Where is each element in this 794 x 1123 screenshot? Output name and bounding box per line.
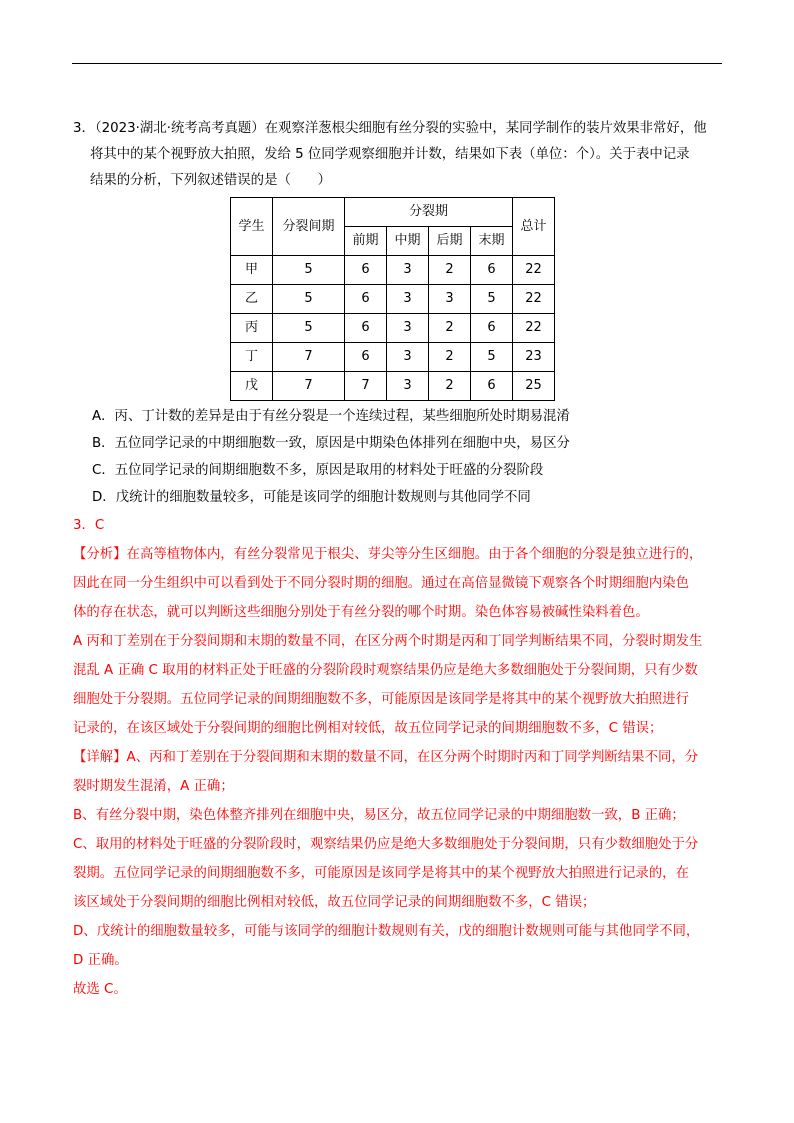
option-b: B．五位同学记录的中期细胞数一致，原因是中期染色体排列在细胞中央，易区分 [92, 436, 570, 451]
table-cell: 7 [273, 372, 345, 401]
table-cell: 3 [429, 285, 471, 314]
option-c: C．五位同学记录的间期细胞数不多，原因是取用的材料处于旺盛的分裂阶段 [92, 463, 544, 478]
table-cell: 7 [345, 372, 387, 401]
detail-line: D 正确。 [73, 953, 128, 968]
table-cell: 丙 [231, 314, 273, 343]
table-cell: 2 [429, 372, 471, 401]
table-row [231, 256, 555, 285]
table-cell: 5 [273, 256, 345, 285]
table-cell: 2 [429, 314, 471, 343]
header-mitosis: 分裂期 [345, 198, 513, 227]
table-cell: 乙 [231, 285, 273, 314]
analysis-line: 记录的，在该区域处于分裂间期的细胞比例相对较低，故五位同学记录的间期细胞数不多，C 错误； [73, 721, 663, 736]
answer-key: 3．C [73, 518, 105, 533]
table-cell: 戊 [231, 372, 273, 401]
detail-line: C、取用的材料处于旺盛的分裂阶段时，观察结果仍应是绝大多数细胞处于分裂间期，只有少数细胞处于分 [73, 837, 699, 852]
header-total: 总计 [513, 198, 555, 256]
analysis-line: 因此在同一分生组织中可以看到处于不同分裂时期的细胞。通过在高倍显微镜下观察各个时期细胞内染色 [73, 576, 689, 591]
table-cell: 23 [513, 343, 555, 372]
table-cell: 6 [345, 343, 387, 372]
cell-count-table [230, 197, 555, 401]
analysis-line: 体的存在状态，就可以判断这些细胞分别处于有丝分裂的哪个时期。染色体容易被碱性染料着色。 [73, 605, 649, 620]
analysis-line: 混乱 A 正确 C 取用的材料正处于旺盛的分裂阶段时观察结果仍应是绝大多数细胞处于分裂间期，只有少数 [73, 663, 698, 678]
option-a: A．丙、丁计数的差异是由于有丝分裂是一个连续过程，某些细胞所处时期易混淆 [92, 409, 570, 424]
table-cell: 25 [513, 372, 555, 401]
analysis-line: 【分析】在高等植物体内，有丝分裂常见于根尖、芽尖等分生区细胞。由于各个细胞的分裂是独立进行的， [73, 547, 703, 562]
table-cell: 2 [429, 343, 471, 372]
detail-line: D、戊统计的细胞数量较多，可能与该同学的细胞计数规则有关，戊的细胞计数规则可能与其他同学不同， [73, 924, 700, 939]
table-cell: 丁 [231, 343, 273, 372]
header-telophase: 末期 [471, 227, 513, 256]
analysis-line: A 丙和丁差别在于分裂间期和末期的数量不同，在区分两个时期是丙和丁同学判断结果不同，分裂时期发生 [73, 634, 703, 649]
table-cell: 22 [513, 285, 555, 314]
table-row [231, 285, 555, 314]
table-cell: 3 [387, 285, 429, 314]
table-cell: 6 [345, 314, 387, 343]
table-row [231, 343, 555, 372]
table-cell: 2 [429, 256, 471, 285]
detail-line: 【详解】A、丙和丁差别在于分裂间期和末期的数量不同，在区分两个时期时丙和丁同学判断结果不同，分 [73, 750, 699, 765]
header-interphase: 分裂间期 [273, 198, 345, 256]
table-cell: 3 [387, 343, 429, 372]
table-cell: 3 [387, 256, 429, 285]
table-cell: 6 [471, 256, 513, 285]
header-student: 学生 [231, 198, 273, 256]
table-cell: 甲 [231, 256, 273, 285]
table-cell: 6 [345, 256, 387, 285]
header-rule [72, 63, 722, 64]
detail-section [73, 743, 723, 1004]
analysis-line: 细胞处于分裂期。五位同学记录的间期细胞数不多，可能原因是该同学是将其中的某个视野放大拍照进行 [73, 692, 689, 707]
analysis-section [73, 540, 723, 743]
table-cell: 5 [471, 285, 513, 314]
detail-line: B、有丝分裂中期，染色体整齐排列在细胞中央，易区分，故五位同学记录的中期细胞数一致，B 正确； [73, 808, 685, 823]
question-stem [73, 116, 723, 194]
table-cell: 3 [387, 372, 429, 401]
header-prophase: 前期 [345, 227, 387, 256]
table-cell: 7 [273, 343, 345, 372]
document-body [73, 116, 723, 1004]
table-row [231, 314, 555, 343]
question-line: 将其中的某个视野放大拍照，发给 5 位同学观察细胞并计数，结果如下表（单位：个）。关于表中记录 [90, 147, 690, 162]
table-cell: 3 [387, 314, 429, 343]
table-cell: 5 [273, 314, 345, 343]
header-anaphase: 后期 [429, 227, 471, 256]
answer-options [73, 403, 723, 511]
table-cell: 6 [471, 314, 513, 343]
table-cell: 22 [513, 314, 555, 343]
table-cell: 6 [345, 285, 387, 314]
question-line: 结果的分析，下列叙述错误的是（ ） [90, 173, 332, 188]
question-line: 3．（2023·湖北·统考高考真题）在观察洋葱根尖细胞有丝分裂的实验中，某同学制作的装片效果非常好，他 [73, 121, 707, 136]
table-cell: 6 [471, 372, 513, 401]
table-cell: 5 [273, 285, 345, 314]
detail-line: 故选 C。 [73, 982, 127, 997]
table-cell: 22 [513, 256, 555, 285]
detail-line: 该区域处于分裂间期的细胞比例相对较低，故五位同学记录的间期细胞数不多，C 错误； [73, 895, 596, 910]
table-cell: 5 [471, 343, 513, 372]
detail-line: 裂时期发生混淆，A 正确； [73, 779, 234, 794]
header-metaphase: 中期 [387, 227, 429, 256]
option-d: D．戊统计的细胞数量较多，可能是该同学的细胞计数规则与其他同学不同 [92, 490, 531, 505]
detail-line: 裂期。五位同学记录的间期细胞数不多，可能原因是该同学是将其中的某个视野放大拍照进行记录的，在 [73, 866, 689, 881]
table-row [231, 372, 555, 401]
